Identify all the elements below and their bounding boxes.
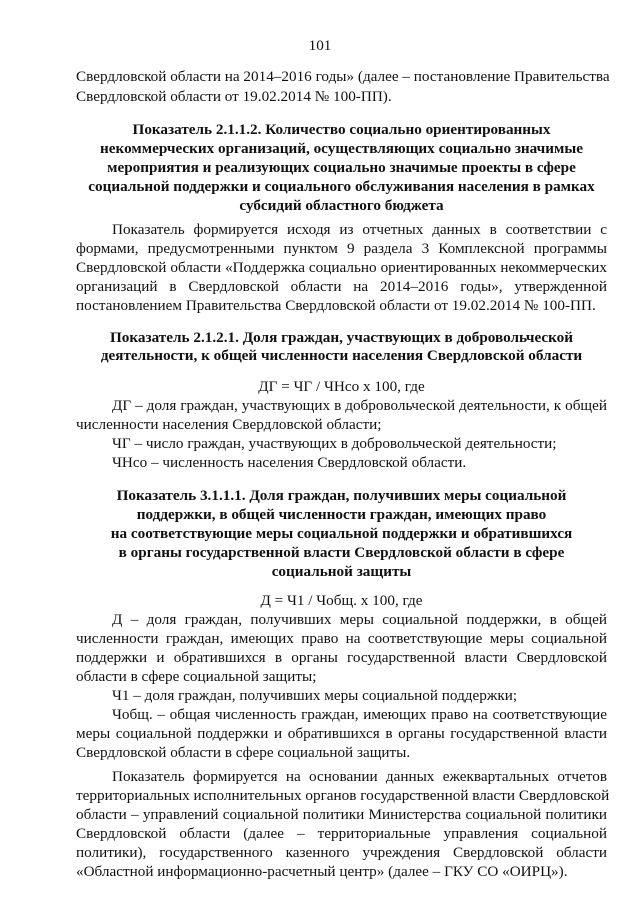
formula: ДГ = ЧГ / ЧНсо х 100, где <box>258 378 425 395</box>
paragraph-line: «Областной информационно-расчетный центр» (далее – ГКУ СО «ОИРЦ»). <box>76 863 568 880</box>
paragraph-line: области – управлений социальной политики Министерства социальной политики <box>76 806 607 823</box>
definition-line: поддержки и обратившихся в органы государственной власти Свердловской <box>76 649 607 666</box>
paragraph-line: Свердловской области (далее – территориальные управления социальной <box>76 825 607 842</box>
paragraph-line: территориальных исполнительных органов государственной власти Свердловской <box>76 787 610 804</box>
definition-line: Чобщ. – общая численность граждан, имеющих право на соответствующие <box>112 706 607 723</box>
heading-indicator-3-1-1-1: в органы государственной власти Свердловской области в сфере <box>118 544 565 561</box>
heading-indicator-3-1-1-1: социальной защиты <box>271 563 412 580</box>
paragraph-line: формами, предусмотренными пунктом 9 раздела 3 Комплексной программы <box>76 240 607 257</box>
definition-line: численности населения Свердловской области; <box>76 416 382 433</box>
definition-line: меры социальной поддержки и обратившихся в органы государственной власти <box>76 725 607 742</box>
intro-line: Свердловской области от 19.02.2014 № 100-ПП). <box>76 88 392 105</box>
heading-indicator-2-1-1-2: мероприятия и реализующих социально значимые проекты в сфере <box>107 159 576 176</box>
heading-indicator-3-1-1-1: на соответствующие меры социальной поддержки и обратившихся <box>110 525 573 542</box>
paragraph-line: постановлением Правительства Свердловской области от 19.02.2014 № 100-ПП. <box>76 297 596 314</box>
heading-indicator-2-1-2-1: Показатель 2.1.2.1. Доля граждан, участвующих в добровольческой <box>109 329 574 346</box>
definition-line: численности граждан, имеющих право на соответствующие меры социальной <box>76 630 607 647</box>
paragraph-line: Показатель формируется исходя из отчетных данных в соответствии с <box>112 221 607 238</box>
definition-line: ЧНсо – численность населения Свердловской области. <box>112 454 467 471</box>
heading-indicator-2-1-1-2: субсидий областного бюджета <box>239 197 444 214</box>
definition-line: ЧГ – число граждан, участвующих в добровольческой деятельности; <box>112 435 557 452</box>
page-number: 101 <box>308 37 332 54</box>
heading-indicator-2-1-1-2: социальной поддержки и социального обслуживания населения в рамках <box>88 178 595 195</box>
paragraph-line: Показатель формируется на основании данных ежеквартальных отчетов <box>112 768 607 785</box>
intro-line: Свердловской области на 2014–2016 годы» (далее – постановление Правительства <box>76 68 610 85</box>
paragraph-line: организаций в Свердловской области на 2014–2016 годы», утвержденной <box>76 278 607 295</box>
definition-line: Ч1 – доля граждан, получивших меры социальной поддержки; <box>112 687 518 704</box>
heading-indicator-2-1-2-1: деятельности, к общей численности населения Свердловской области <box>100 347 583 364</box>
definition-line: Д – доля граждан, получивших меры социальной поддержки, в общей <box>112 611 607 628</box>
formula: Д = Ч1 / Чобщ. х 100, где <box>260 592 423 609</box>
heading-indicator-3-1-1-1: поддержки, в общей численности граждан, имеющих право <box>136 506 547 523</box>
definition-line: Свердловской области в сфере социальной защиты. <box>76 744 411 761</box>
paragraph-line: политики), государственного казенного учреждения Свердловской области <box>76 844 607 861</box>
heading-indicator-2-1-1-2: некоммерческих организаций, осуществляющих социально значимые <box>100 140 583 157</box>
heading-indicator-3-1-1-1: Показатель 3.1.1.1. Доля граждан, получивших меры социальной <box>116 487 567 504</box>
heading-indicator-2-1-1-2: Показатель 2.1.1.2. Количество социально ориентированных <box>132 121 551 138</box>
definition-line: ДГ – доля граждан, участвующих в добровольческой деятельности, к общей <box>112 397 607 414</box>
paragraph-line: Свердловской области «Поддержка социально ориентированных некоммерческих <box>76 259 607 276</box>
definition-line: области в сфере социальной защиты; <box>76 668 317 685</box>
